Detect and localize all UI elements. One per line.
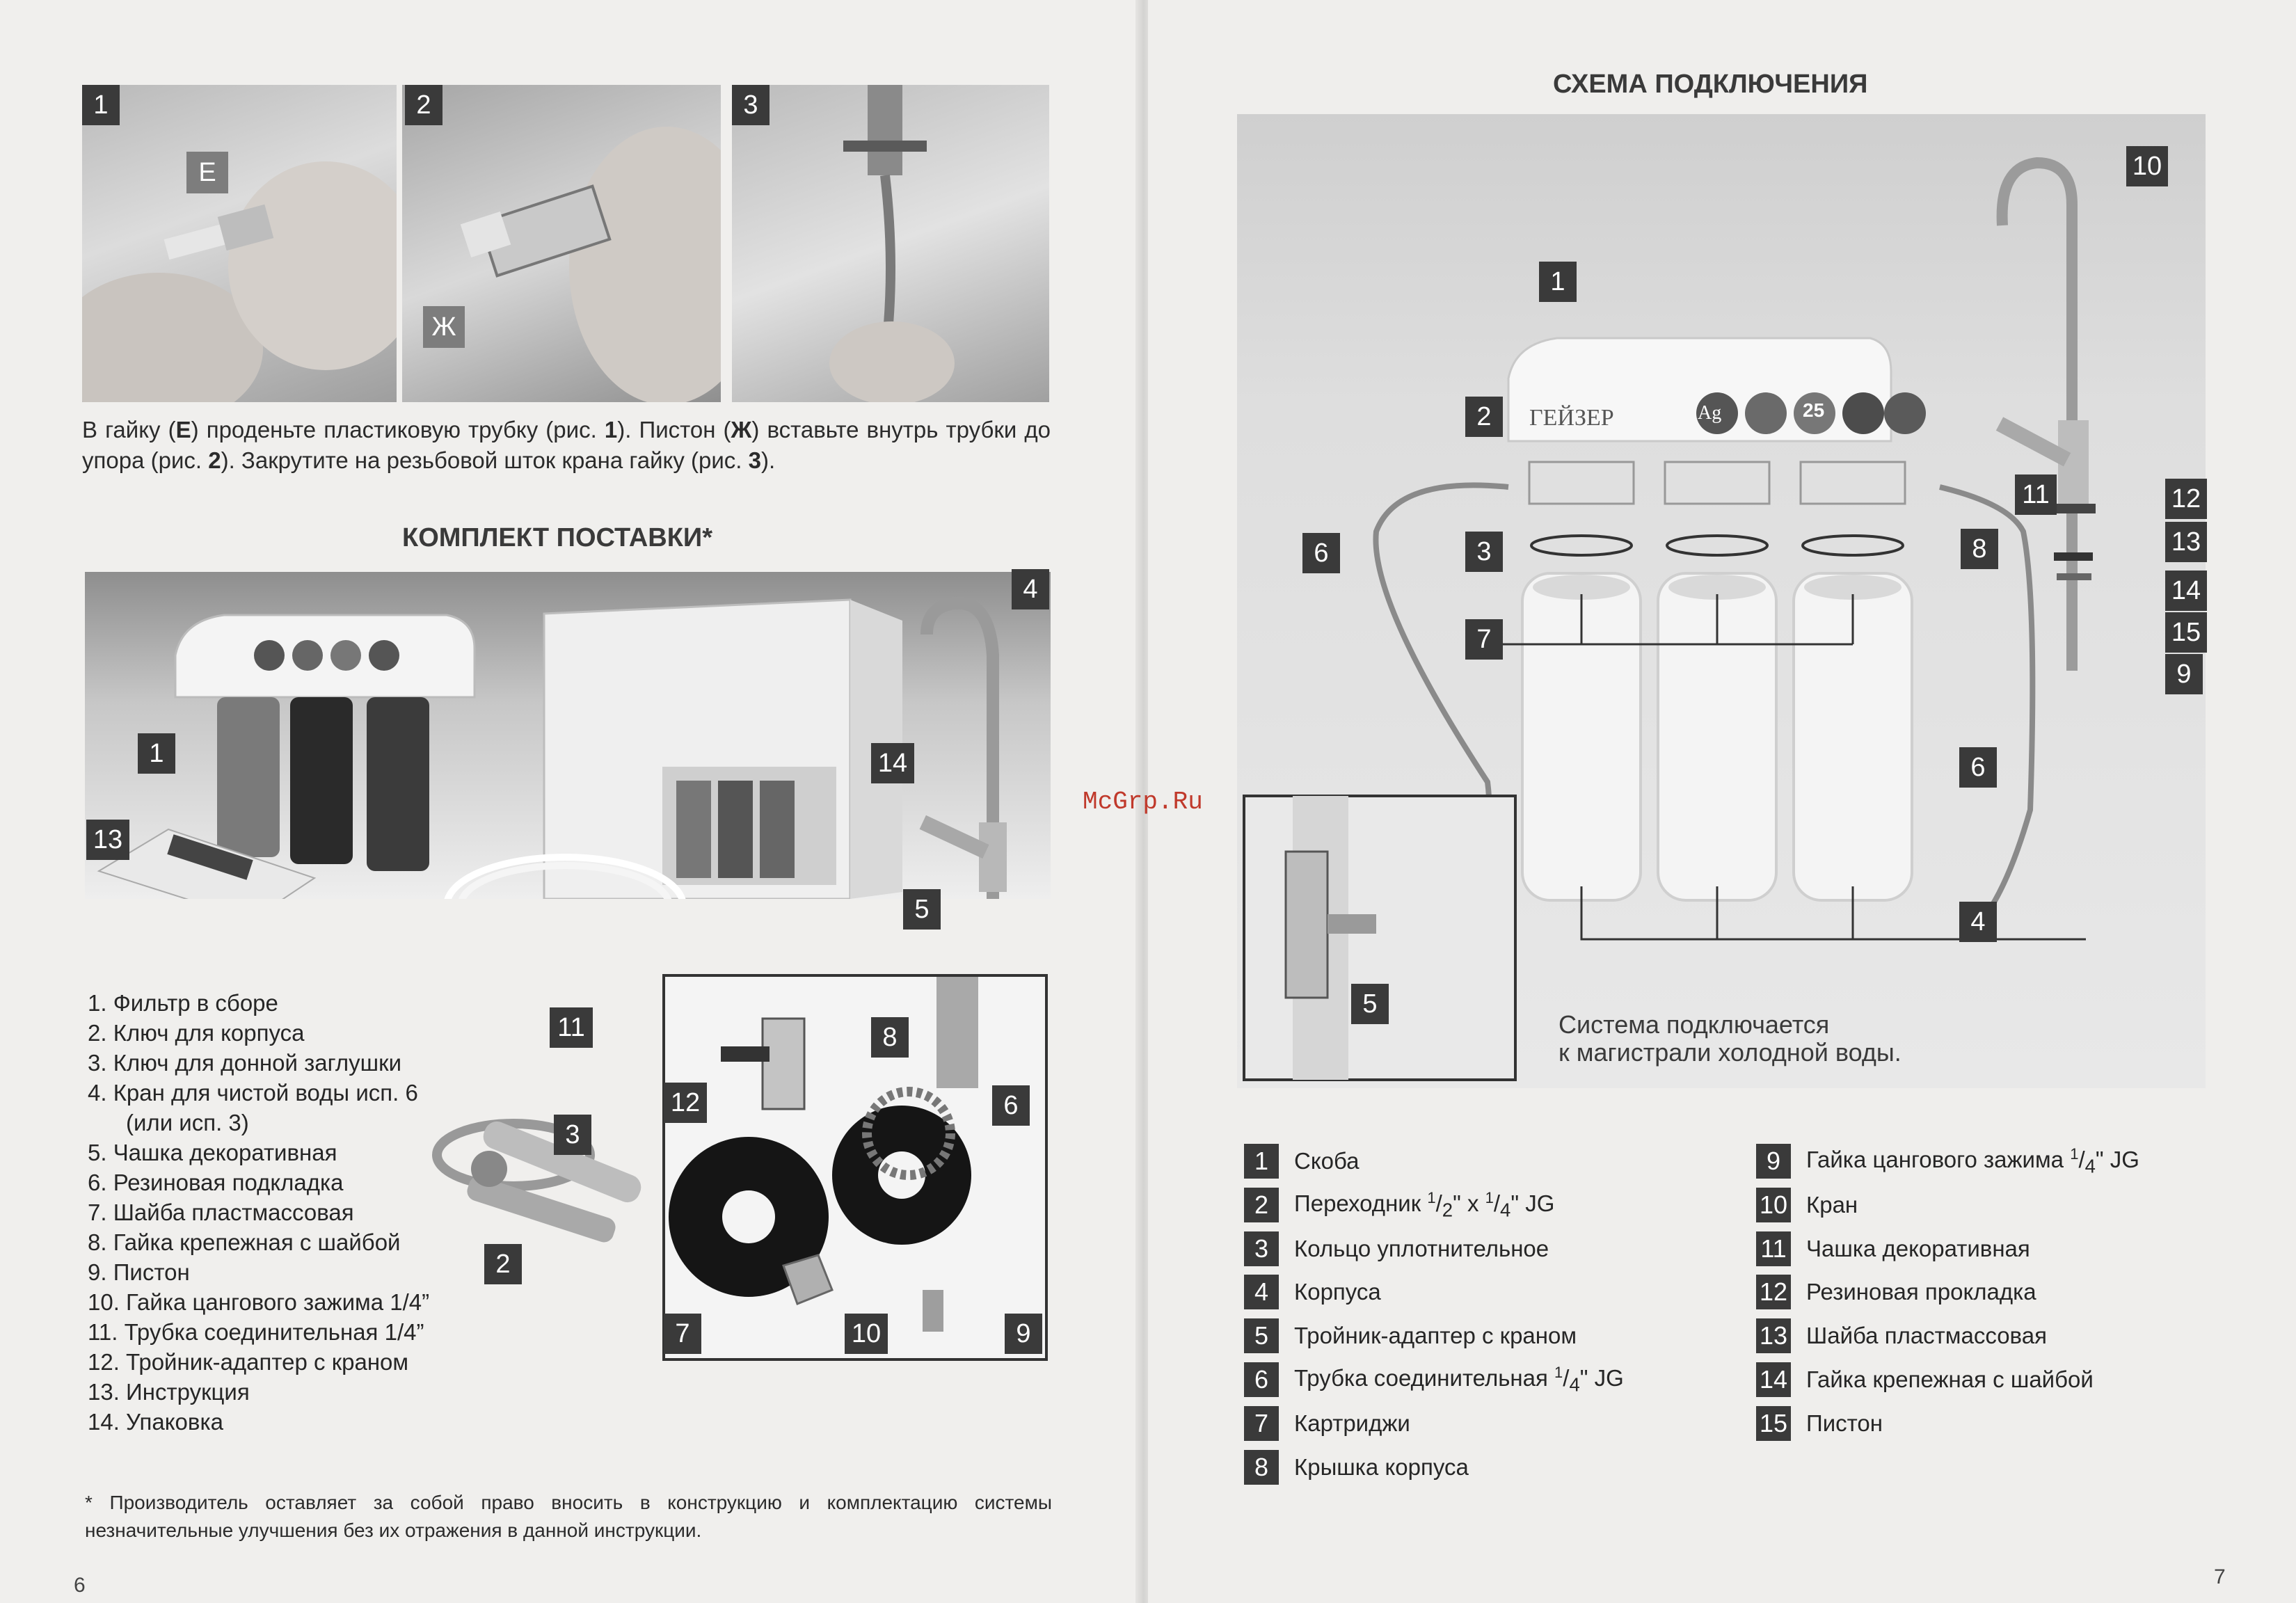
right-page [1148, 0, 2296, 1603]
kit-badge-8: 8 [871, 1017, 909, 1058]
diagram-badge-7: 7 [1465, 619, 1503, 660]
photo-badge-1: 1 [82, 85, 120, 125]
kit-item: 10. Гайка цангового зажима 1/4” [88, 1289, 430, 1315]
photo-3 [732, 85, 1049, 402]
kit-badge-13: 13 [86, 820, 129, 860]
brand-logo: ГЕЙЗЕР [1529, 405, 1614, 431]
diagram-badge-2: 2 [1465, 397, 1503, 437]
legend-row [1756, 1231, 2030, 1266]
diagram-caption-1: Система подключается [1558, 1010, 1830, 1039]
legend-number: 11 [1756, 1231, 1791, 1266]
diagram-badge-8: 8 [1961, 529, 1998, 569]
kit-item: 2. Ключ для корпуса [88, 1020, 305, 1046]
kit-item: 1. Фильтр в сборе [88, 990, 278, 1016]
label-e: Е [186, 152, 228, 193]
legend-label: Скоба [1294, 1148, 1360, 1174]
diagram-badge-11: 11 [2015, 474, 2057, 515]
instruction-text: В гайку (Е) проденьте пластиковую трубку (рис. 1). Пистон (Ж) вставьте внутрь трубки до упора (рис. 2). Закрутите на резьбовой шток крана гайку (рис. 3). [82, 417, 1051, 473]
kit-item: 12. Тройник-адаптер с краном [88, 1349, 409, 1375]
kit-illustration [85, 572, 1051, 899]
legend-row [1756, 1188, 1858, 1222]
legend-row [1756, 1275, 2036, 1309]
legend-label: Тройник-адаптер с краном [1294, 1323, 1577, 1349]
legend-row [1244, 1362, 1624, 1397]
diagram-badge-4: 4 [1959, 902, 1997, 942]
legend-number: 14 [1756, 1362, 1791, 1397]
legend-number: 10 [1756, 1188, 1791, 1222]
kit-badge-5: 5 [903, 889, 941, 930]
kit-item: (или исп. 3) [88, 1110, 249, 1135]
legend-row [1244, 1188, 1554, 1222]
legend-number: 13 [1756, 1318, 1791, 1353]
legend-label: Шайба пластмассовая [1806, 1323, 2047, 1349]
diagram-badge-6: 6 [1302, 533, 1340, 573]
kit-badge-3: 3 [554, 1115, 591, 1155]
scheme-heading: СХЕМА ПОДКЛЮЧЕНИЯ [1553, 70, 1868, 99]
diagram-badge-3: 3 [1465, 532, 1503, 572]
legend-row [1756, 1144, 2139, 1179]
hands-illustration-2 [402, 85, 721, 402]
legend-row [1756, 1318, 2047, 1353]
kit-item: 11. Трубка соединительная 1/4” [88, 1319, 424, 1345]
faucet-stem-illustration [732, 85, 1049, 402]
diagram-badge-1: 1 [1539, 262, 1577, 302]
legend-row [1756, 1406, 1883, 1441]
parts-inset [662, 974, 1048, 1361]
kit-item: 4. Кран для чистой воды исп. 6 [88, 1080, 418, 1106]
legend-row [1244, 1231, 1549, 1266]
legend-label: Чашка декоративная [1806, 1235, 2030, 1261]
kit-item: 13. Инструкция [88, 1379, 250, 1405]
legend-label: Кольцо уплотнительное [1294, 1235, 1549, 1261]
kit-list [88, 988, 429, 1437]
kit-item: 8. Гайка крепежная с шайбой [88, 1229, 401, 1255]
legend-label: Крышка корпуса [1294, 1453, 1469, 1480]
legend-label: Переходник $^1/_2$" x $^1/_4$" JG [1294, 1188, 1555, 1221]
legend-number: 6 [1244, 1362, 1279, 1397]
page-number-right: 7 [2214, 1565, 2226, 1588]
legend-number: 3 [1244, 1231, 1279, 1266]
legend-number: 7 [1244, 1406, 1279, 1441]
kit-badge-14: 14 [871, 743, 914, 783]
kit-item: 5. Чашка декоративная [88, 1140, 337, 1165]
legend-number: 4 [1244, 1275, 1279, 1309]
legend-row [1244, 1318, 1577, 1353]
diagram-illustration [1237, 114, 2206, 1088]
diagram-caption-2: к магистрали холодной воды. [1558, 1038, 1902, 1067]
kit-photo [85, 572, 1051, 899]
footnote: * Производитель оставляет за собой право вносить в конструкцию и комплектацию системы незначительные улучшения без их отражения в данной инструкции. [85, 1492, 1052, 1541]
kit-badge-2: 2 [484, 1244, 522, 1284]
legend-label: Трубка соединительная $^1/_4$" JG [1294, 1363, 1624, 1396]
diagram-badge-9: 9 [2165, 654, 2203, 694]
photo-badge-3: 3 [732, 85, 770, 125]
page-number-left: 6 [74, 1574, 86, 1597]
diagram-badge-15: 15 [2165, 612, 2207, 653]
legend-number: 15 [1756, 1406, 1791, 1441]
legend-row [1756, 1362, 2094, 1397]
hands-illustration-1 [82, 85, 397, 402]
kit-item: 9. Пистон [88, 1259, 190, 1285]
legend-row [1244, 1275, 1381, 1309]
watermark: McGrp.Ru [1083, 788, 1203, 816]
years-badge: 25 [1803, 399, 1825, 421]
photo-2 [402, 85, 721, 402]
ag-badge: Ag [1698, 402, 1722, 424]
kit-badge-9: 9 [1005, 1314, 1042, 1354]
legend-label: Кран [1806, 1191, 1858, 1218]
label-zh: Ж [423, 306, 465, 348]
kit-heading: КОМПЛЕКТ ПОСТАВКИ* [402, 523, 712, 552]
photo-badge-2: 2 [405, 85, 443, 125]
diagram-badge-6b: 6 [1959, 747, 1997, 788]
legend-number: 1 [1244, 1144, 1279, 1179]
legend-label: Резиновая прокладка [1806, 1279, 2036, 1305]
photo-1 [82, 85, 397, 402]
kit-badge-10: 10 [845, 1314, 888, 1354]
kit-item: 7. Шайба пластмассовая [88, 1199, 354, 1225]
kit-badge-11: 11 [550, 1007, 593, 1048]
diagram-badge-5: 5 [1351, 984, 1389, 1024]
connection-diagram [1237, 114, 2206, 1088]
kit-item: 3. Ключ для донной заглушки [88, 1050, 402, 1076]
legend-row [1244, 1144, 1360, 1179]
diagram-badge-10: 10 [2126, 146, 2168, 186]
legend-label: Картриджи [1294, 1410, 1410, 1436]
legend-label: Гайка крепежная с шайбой [1806, 1366, 2094, 1392]
legend-label: Корпуса [1294, 1279, 1381, 1305]
kit-badge-4: 4 [1012, 569, 1049, 609]
legend-row [1244, 1450, 1469, 1485]
kit-badge-7: 7 [664, 1314, 701, 1354]
legend-row [1244, 1406, 1410, 1441]
diagram-badge-13: 13 [2165, 522, 2207, 562]
wrenches-illustration [416, 1113, 653, 1259]
kit-badge-12: 12 [664, 1083, 707, 1123]
legend-label: Пистон [1806, 1410, 1883, 1436]
diagram-badge-14: 14 [2165, 571, 2207, 611]
kit-item: 14. Упаковка [88, 1409, 223, 1435]
parts-illustration [665, 977, 1045, 1358]
left-page [0, 0, 1141, 1603]
legend-number: 8 [1244, 1450, 1279, 1485]
diagram-badge-12: 12 [2165, 479, 2207, 519]
legend-number: 2 [1244, 1188, 1279, 1222]
kit-item: 6. Резиновая подкладка [88, 1170, 344, 1195]
kit-badge-6: 6 [992, 1085, 1030, 1126]
legend-number: 5 [1244, 1318, 1279, 1353]
kit-badge-1: 1 [138, 733, 175, 774]
legend-number: 9 [1756, 1144, 1791, 1179]
legend-number: 12 [1756, 1275, 1791, 1309]
legend-label: Гайка цангового зажима $^1/_4$" JG [1806, 1145, 2139, 1177]
